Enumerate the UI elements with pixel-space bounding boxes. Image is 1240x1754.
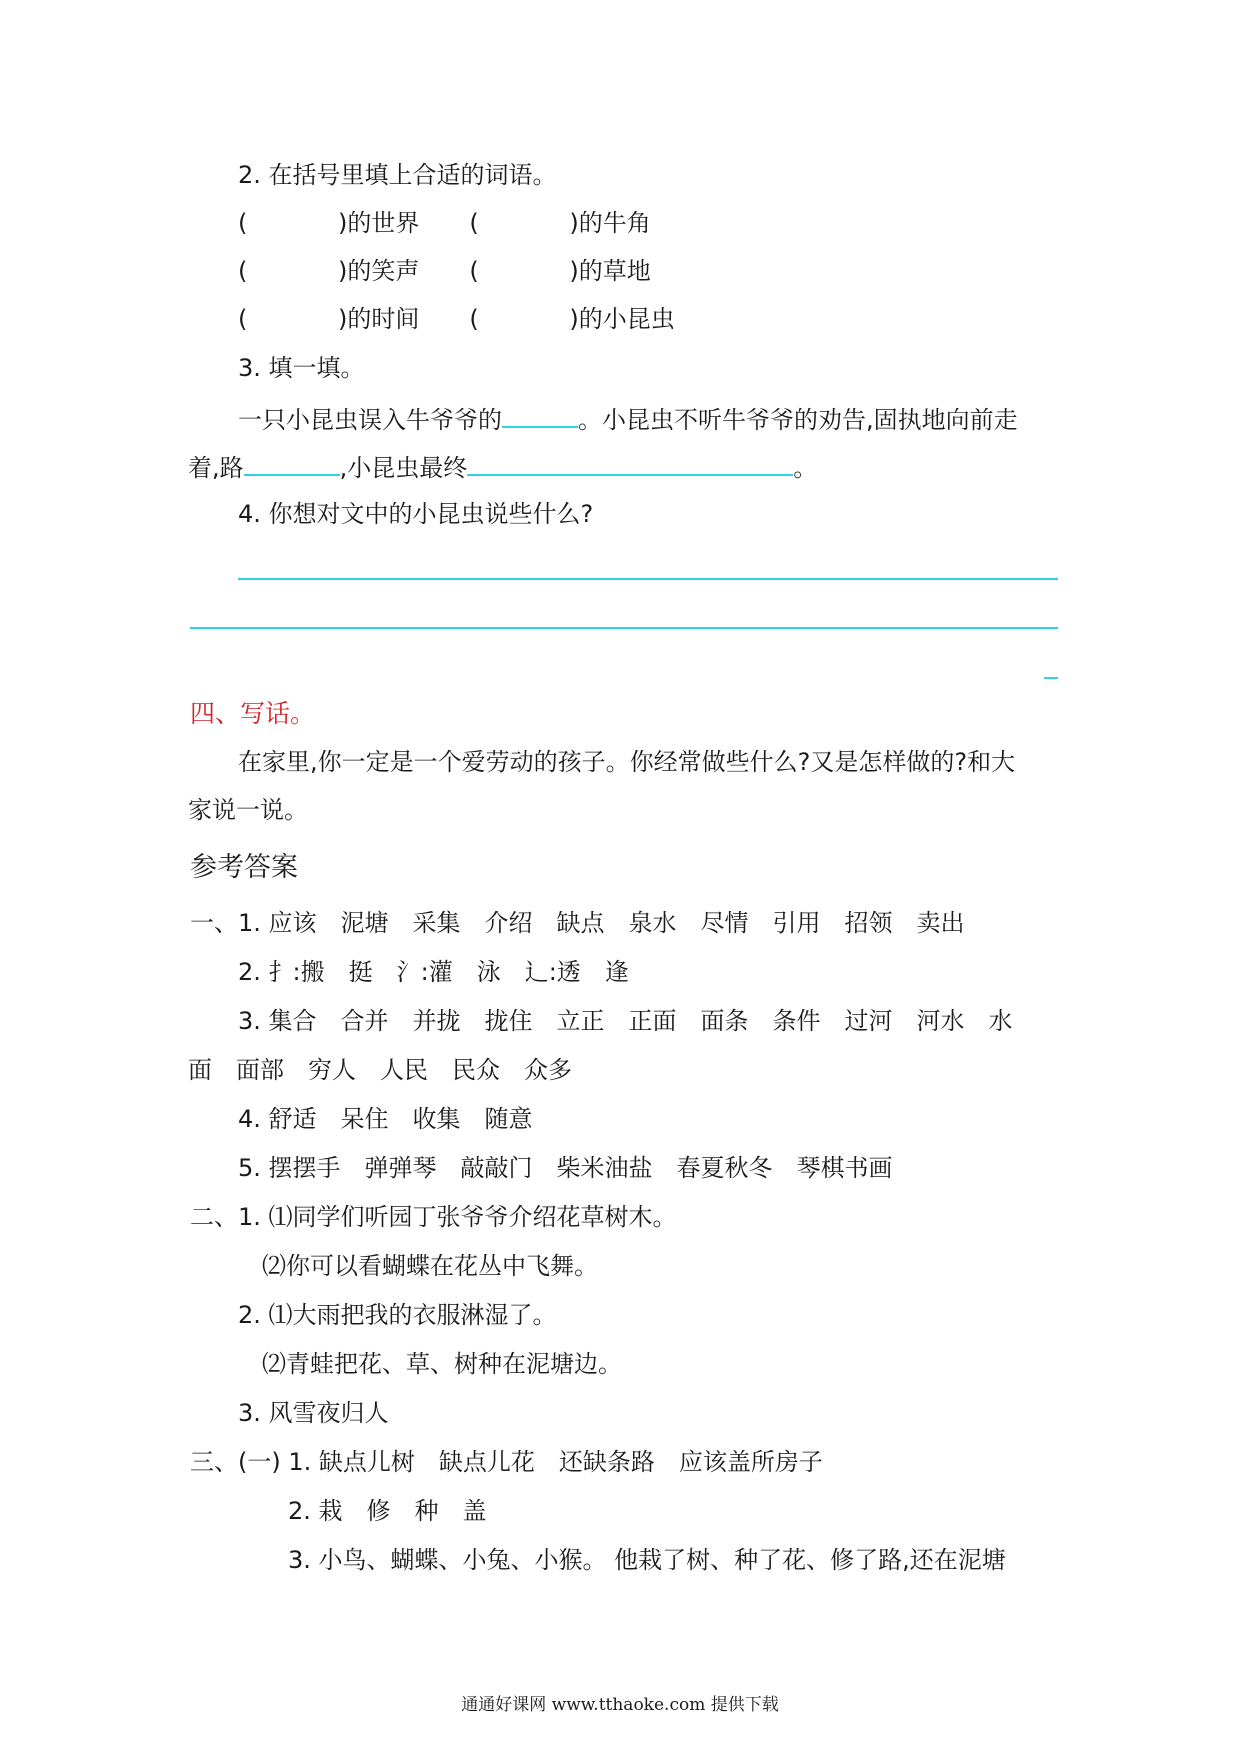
answer-word: 2. 栽 [288, 1497, 343, 1525]
section-4-paragraph-cont: 家说一说。 [188, 796, 308, 824]
blank-paren[interactable]: ( ) [238, 209, 348, 237]
answer-word: 人民 [380, 1056, 428, 1084]
answer-3-3: 3. 小鸟、蝴蝶、小兔、小猴。 他栽了树、种了花、修了路,还在泥塘 [288, 1546, 1006, 1574]
q3-line-2 [188, 448, 817, 485]
q2-title: 2. 在括号里填上合适的词语。 [238, 161, 557, 189]
q2-row-2 [238, 254, 651, 288]
blank-paren[interactable]: ( ) [469, 209, 579, 237]
blank-paren[interactable]: ( ) [469, 305, 579, 333]
answer-word: 过河 [844, 1007, 893, 1035]
answer-word: 条件 [772, 1007, 821, 1035]
answer-word: 面 [188, 1056, 212, 1084]
answer-word: 盖 [462, 1497, 487, 1525]
answer-word: 河水 [916, 1007, 965, 1035]
answer-word: 一、1. 应该 [190, 909, 317, 937]
q2-word: 的草地 [578, 257, 651, 285]
answer-1-3-cont [188, 1053, 596, 1087]
answer-word: 采集 [412, 909, 461, 937]
answer-1-3 [238, 1004, 1037, 1038]
answer-word: 呆住 [340, 1105, 389, 1133]
answer-word: 4. 舒适 [238, 1105, 317, 1133]
answer-word: 种 [414, 1497, 439, 1525]
fill-blank[interactable] [244, 448, 340, 476]
answer-word: 应该盖所房子 [678, 1448, 823, 1476]
answer-word: 缺点儿花 [438, 1448, 535, 1476]
q3-text: 一只小昆虫误入牛爷爷的 [238, 406, 502, 434]
q2-row-3 [238, 302, 675, 336]
answer-word: 泥塘 [340, 909, 389, 937]
answer-1-5 [238, 1151, 917, 1185]
answer-word: 敲敲门 [460, 1154, 533, 1182]
answer-word: 氵:灌 [396, 958, 453, 986]
answer-word: 拢住 [484, 1007, 533, 1035]
blank-paren[interactable]: ( ) [238, 305, 348, 333]
answer-line[interactable] [190, 627, 1058, 629]
answer-word: 修 [366, 1497, 391, 1525]
answer-word: 缺点 [556, 909, 605, 937]
answer-1-4 [238, 1102, 557, 1136]
fill-blank[interactable] [502, 400, 578, 428]
q3-line-1 [238, 400, 1018, 437]
q2-word: 的牛角 [578, 209, 651, 237]
answer-2-1: 二、1. ⑴同学们听园丁张爷爷介绍花草树木。 [190, 1203, 677, 1231]
answer-1-1 [190, 906, 989, 940]
section-4-title: 四、写话。 [190, 699, 316, 728]
answer-2-3: 3. 风雪夜归人 [238, 1399, 389, 1427]
answer-word: 合并 [340, 1007, 389, 1035]
answer-word: 柴米油盐 [556, 1154, 653, 1182]
q2-row-1 [238, 206, 651, 240]
answer-line[interactable] [238, 578, 1058, 580]
fill-blank[interactable] [467, 448, 793, 476]
answer-word: 逢 [604, 958, 629, 986]
blank-paren[interactable]: ( ) [469, 257, 579, 285]
answer-word: 弹弹琴 [364, 1154, 437, 1182]
answer-word: 随意 [484, 1105, 533, 1133]
q3-text: 。小昆虫不听牛爷爷的劝告,固执地向前走 [578, 406, 1018, 434]
answer-word: 挺 [348, 958, 373, 986]
answer-3-1 [190, 1445, 847, 1479]
answer-word: 面部 [236, 1056, 284, 1084]
answer-word: 立正 [556, 1007, 605, 1035]
answer-word: 正面 [628, 1007, 677, 1035]
answer-word: 民众 [452, 1056, 500, 1084]
answer-word: 2. 扌:搬 [238, 958, 325, 986]
answer-2-2: 2. ⑴大雨把我的衣服淋湿了。 [238, 1301, 557, 1329]
q4-title: 4. 你想对文中的小昆虫说些什么? [238, 500, 594, 528]
section-4-paragraph: 在家里,你一定是一个爱劳动的孩子。你经常做些什么?又是怎样做的?和大 [238, 748, 1016, 776]
answer-word: 面条 [700, 1007, 749, 1035]
answer-word: 还缺条路 [558, 1448, 655, 1476]
q2-word: 的小昆虫 [578, 305, 675, 333]
answer-word: 招领 [844, 909, 893, 937]
answer-line-stub [1044, 677, 1058, 679]
answer-word: 琴棋书画 [796, 1154, 893, 1182]
answer-word: 众多 [524, 1056, 572, 1084]
answers-heading: 参考答案 [190, 852, 298, 883]
answer-2-1b: ⑵你可以看蝴蝶在花丛中飞舞。 [262, 1252, 598, 1280]
answer-word: 泉水 [628, 909, 677, 937]
answer-word: 介绍 [484, 909, 533, 937]
q3-text: 。 [793, 454, 818, 482]
answer-3-2 [288, 1494, 511, 1528]
answer-word: 5. 摆摆手 [238, 1154, 341, 1182]
answer-word: 泳 [476, 958, 501, 986]
answer-word: 卖出 [916, 909, 965, 937]
page-footer: 通通好课网 www.tthaoke.com 提供下载 [461, 1695, 779, 1715]
answer-word: 尽情 [700, 909, 749, 937]
answer-word: 并拢 [412, 1007, 461, 1035]
answer-1-2 [238, 955, 653, 989]
answer-word: 收集 [412, 1105, 461, 1133]
answer-word: 辶:透 [524, 958, 581, 986]
q2-word: 的世界 [347, 209, 420, 237]
q2-word: 的笑声 [347, 257, 420, 285]
q3-title: 3. 填一填。 [238, 354, 365, 382]
answer-word: 引用 [772, 909, 821, 937]
answer-word: 水 [988, 1007, 1013, 1035]
answer-2-2b: ⑵青蛙把花、草、树种在泥塘边。 [262, 1350, 622, 1378]
q2-word: 的时间 [347, 305, 420, 333]
blank-paren[interactable]: ( ) [238, 257, 348, 285]
q3-text: ,小昆虫最终 [339, 454, 468, 482]
q3-text: 着,路 [188, 454, 244, 482]
answer-word: 春夏秋冬 [676, 1154, 773, 1182]
answer-word: 三、(一) 1. 缺点儿树 [190, 1448, 415, 1476]
answer-word: 穷人 [308, 1056, 356, 1084]
answer-word: 3. 集合 [238, 1007, 317, 1035]
